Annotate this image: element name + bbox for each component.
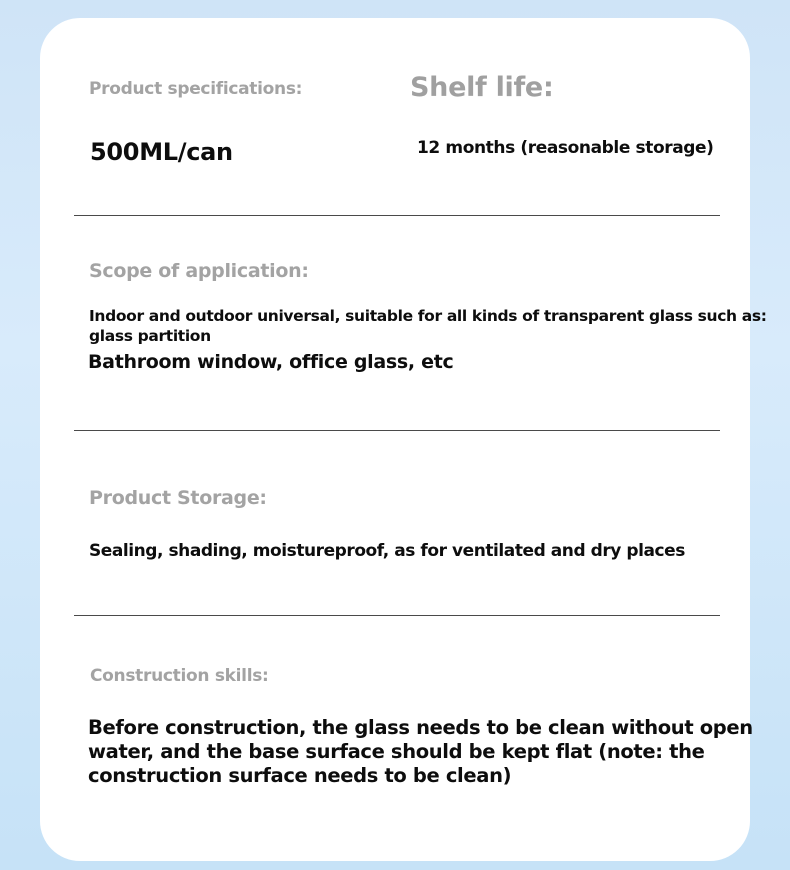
scope-text-line: glass partition bbox=[89, 327, 211, 345]
storage-label: Product Storage: bbox=[89, 487, 267, 509]
shelf-life-label: Shelf life: bbox=[410, 72, 554, 103]
shelf-life-value: 12 months (reasonable storage) bbox=[417, 138, 714, 158]
construction-text-line: construction surface needs to be clean) bbox=[88, 764, 512, 787]
section-divider bbox=[74, 430, 720, 431]
section-divider bbox=[74, 215, 720, 216]
construction-text-line: Before construction, the glass needs to be clean without open bbox=[88, 716, 753, 739]
construction-label: Construction skills: bbox=[90, 666, 269, 686]
section-divider bbox=[74, 615, 720, 616]
scope-label: Scope of application: bbox=[89, 260, 309, 282]
construction-text-line: water, and the base surface should be kept flat (note: the bbox=[88, 740, 705, 763]
specifications-value: 500ML/can bbox=[90, 138, 233, 166]
scope-examples: Bathroom window, office glass, etc bbox=[88, 351, 454, 373]
scope-text-line: Indoor and outdoor universal, suitable for all kinds of transparent glass such as: bbox=[89, 307, 767, 325]
storage-value: Sealing, shading, moistureproof, as for ventilated and dry places bbox=[89, 541, 685, 561]
specifications-label: Product specifications: bbox=[89, 79, 303, 99]
